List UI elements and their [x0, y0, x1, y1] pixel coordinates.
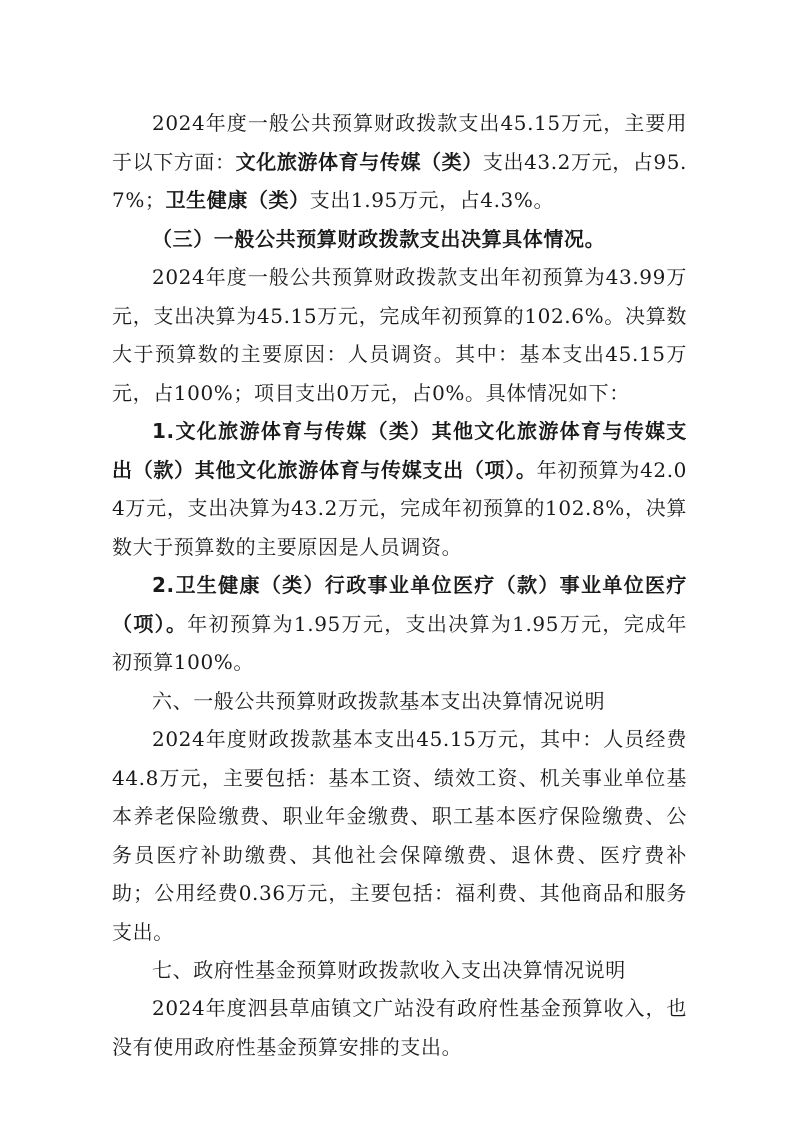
paragraph-basic-expenditure: 2024年度财政拨款基本支出45.15万元，其中：人员经费44.8万元，主要包括：基本工资、绩效工资、机关事业单位基本养老保险缴费、职业年金缴费、职工基本医疗保险缴费、公务员医疗补助缴费、其他社会保障缴费、退休费、医疗费补助；公用经费0.36万元，主要包括：福利费、其他商品和服务支出。	[112, 727, 687, 944]
section-heading-government-fund: 七、政府性基金预算财政拨款收入支出决算情况说明	[152, 958, 626, 982]
category-culture-text: 支出43.2万元，占95.7%；	[112, 149, 688, 212]
paragraph-government-fund: 2024年度泗县草庙镇文广站没有政府性基金预算收入，也没有使用政府性基金预算安排的支出。	[112, 996, 687, 1059]
culture-item-title: 1.文化旅游体育与传媒（类）其他文化旅游体育与传媒支出（款）其他文化旅游体育与传媒支出（项）。	[112, 419, 687, 482]
category-culture-label: 文化旅游体育与传媒（类）	[235, 149, 483, 174]
paragraph-expenditure-summary	[112, 104, 687, 220]
paragraph-budget-overview: 2024年度一般公共预算财政拨款支出年初预算为43.99万元，支出决算为45.15万元，完成年初预算的102.6%。决算数大于预算数的主要原因：人员调资。其中：基本支出45.15万元，占100%；项目支出0万元，占0%。具体情况如下：	[112, 265, 687, 405]
culture-item-text: 年初预算为42.04万元，支出决算为43.2万元，完成年初预算的102.8%，决算数大于预算数的主要原因是人员调资。	[112, 457, 687, 559]
section-heading-basic-expenditure: 六、一般公共预算财政拨款基本支出决算情况说明	[152, 689, 606, 713]
category-health-label: 卫生健康（类）	[165, 188, 310, 212]
health-item-text: 年初预算为1.95万元，支出决算为1.95万元，完成年初预算100%。	[112, 611, 687, 674]
paragraph-health-item	[112, 566, 687, 682]
section-heading-specific-expenditure: （三）一般公共预算财政拨款支出决算具体情况。	[152, 227, 606, 251]
health-item-title: 2.卫生健康（类）行政事业单位医疗（款）事业单位医疗（项）。	[112, 573, 687, 636]
paragraph-intro-text: 2024年度一般公共预算财政拨款支出45.15万元，主要用于以下方面：	[112, 111, 687, 174]
paragraph-culture-item	[112, 412, 687, 566]
category-health-text: 支出1.95万元，占4.3%。	[309, 188, 555, 212]
